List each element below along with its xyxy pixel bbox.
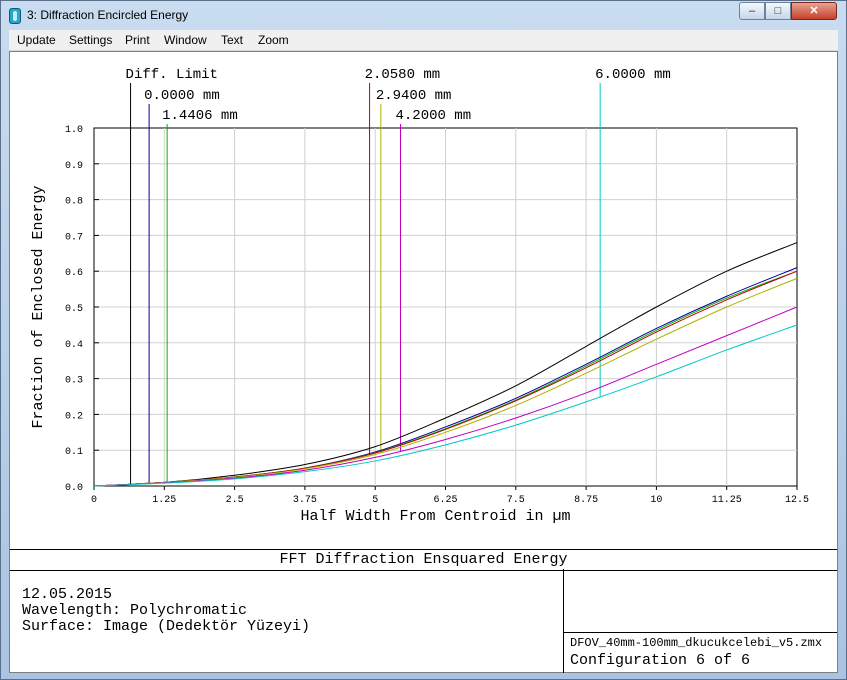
x-tick-label: 10 (650, 495, 663, 506)
y-tick-label: 1.0 (64, 125, 84, 136)
x-tick-label: 11.25 (711, 495, 742, 506)
menu-text[interactable]: Text (221, 33, 244, 47)
x-tick-label: 12.5 (784, 495, 810, 506)
legend-label: Diff. Limit (125, 67, 218, 83)
footer-divider (563, 569, 564, 673)
menu-settings[interactable]: Settings (69, 33, 113, 47)
menu-window[interactable]: Window (164, 33, 207, 47)
plot-area (9, 51, 838, 673)
footer-configuration: Configuration 6 of 6 (570, 652, 751, 669)
legend-label: 6.0000 mm (595, 67, 671, 83)
legend-label: 4.2000 mm (395, 108, 472, 124)
footer-date: 12.05.2015 (22, 586, 113, 603)
x-tick-label: 0 (90, 495, 98, 506)
y-tick-label: 0.9 (64, 160, 84, 172)
minimize-button[interactable]: – (739, 2, 765, 20)
legend-label: 2.0580 mm (364, 67, 441, 83)
menu-update[interactable]: Update (17, 33, 56, 47)
footer-title: FFT Diffraction Ensquared Energy (10, 549, 837, 571)
y-axis-label: Fraction of Enclosed Energy (30, 185, 47, 429)
y-tick-label: 0.0 (64, 483, 84, 494)
y-tick-label: 0.5 (64, 304, 84, 315)
title-bar[interactable] (1, 1, 846, 30)
menu-zoom[interactable]: Zoom (258, 33, 289, 47)
x-tick-label: 8.75 (574, 495, 599, 506)
y-tick-label: 0.6 (64, 268, 84, 280)
close-button[interactable]: ✕ (791, 2, 837, 20)
x-tick-label: 1.25 (152, 495, 177, 506)
legend-label: 1.4406 mm (162, 108, 238, 124)
y-tick-label: 0.7 (64, 232, 84, 244)
x-tick-label: 2.5 (225, 495, 244, 506)
legend-label: 2.9400 mm (375, 88, 452, 104)
y-tick-label: 0.3 (64, 375, 84, 387)
footer-surface: Surface: Image (Dedektör Yüzeyi) (22, 618, 311, 635)
maximize-button[interactable]: □ (765, 2, 791, 20)
footer-wavelength: Wavelength: Polychromatic (22, 602, 248, 619)
encircled-energy-chart (10, 52, 837, 549)
x-tick-label: 7.5 (506, 495, 525, 506)
window-title: 3: Diffraction Encircled Energy (27, 8, 189, 22)
x-tick-label: 3.75 (292, 495, 317, 506)
y-tick-label: 0.4 (64, 339, 84, 351)
y-tick-label: 0.8 (64, 196, 84, 208)
menu-bar (9, 30, 838, 51)
x-axis-label: Half Width From Centroid in µm (300, 508, 571, 525)
footer-filename: DFOV_40mm-100mm_dkucukcelebi_v5.zmx (570, 636, 823, 650)
app-icon (9, 8, 21, 24)
x-tick-label: 5 (372, 495, 379, 506)
menu-print[interactable]: Print (125, 33, 150, 47)
footer-info (22, 587, 310, 635)
footer-divider (563, 632, 837, 633)
y-tick-label: 0.2 (64, 411, 84, 423)
legend-label: 0.0000 mm (144, 88, 220, 104)
y-tick-label: 0.1 (64, 447, 84, 459)
x-tick-label: 6.25 (433, 495, 458, 506)
